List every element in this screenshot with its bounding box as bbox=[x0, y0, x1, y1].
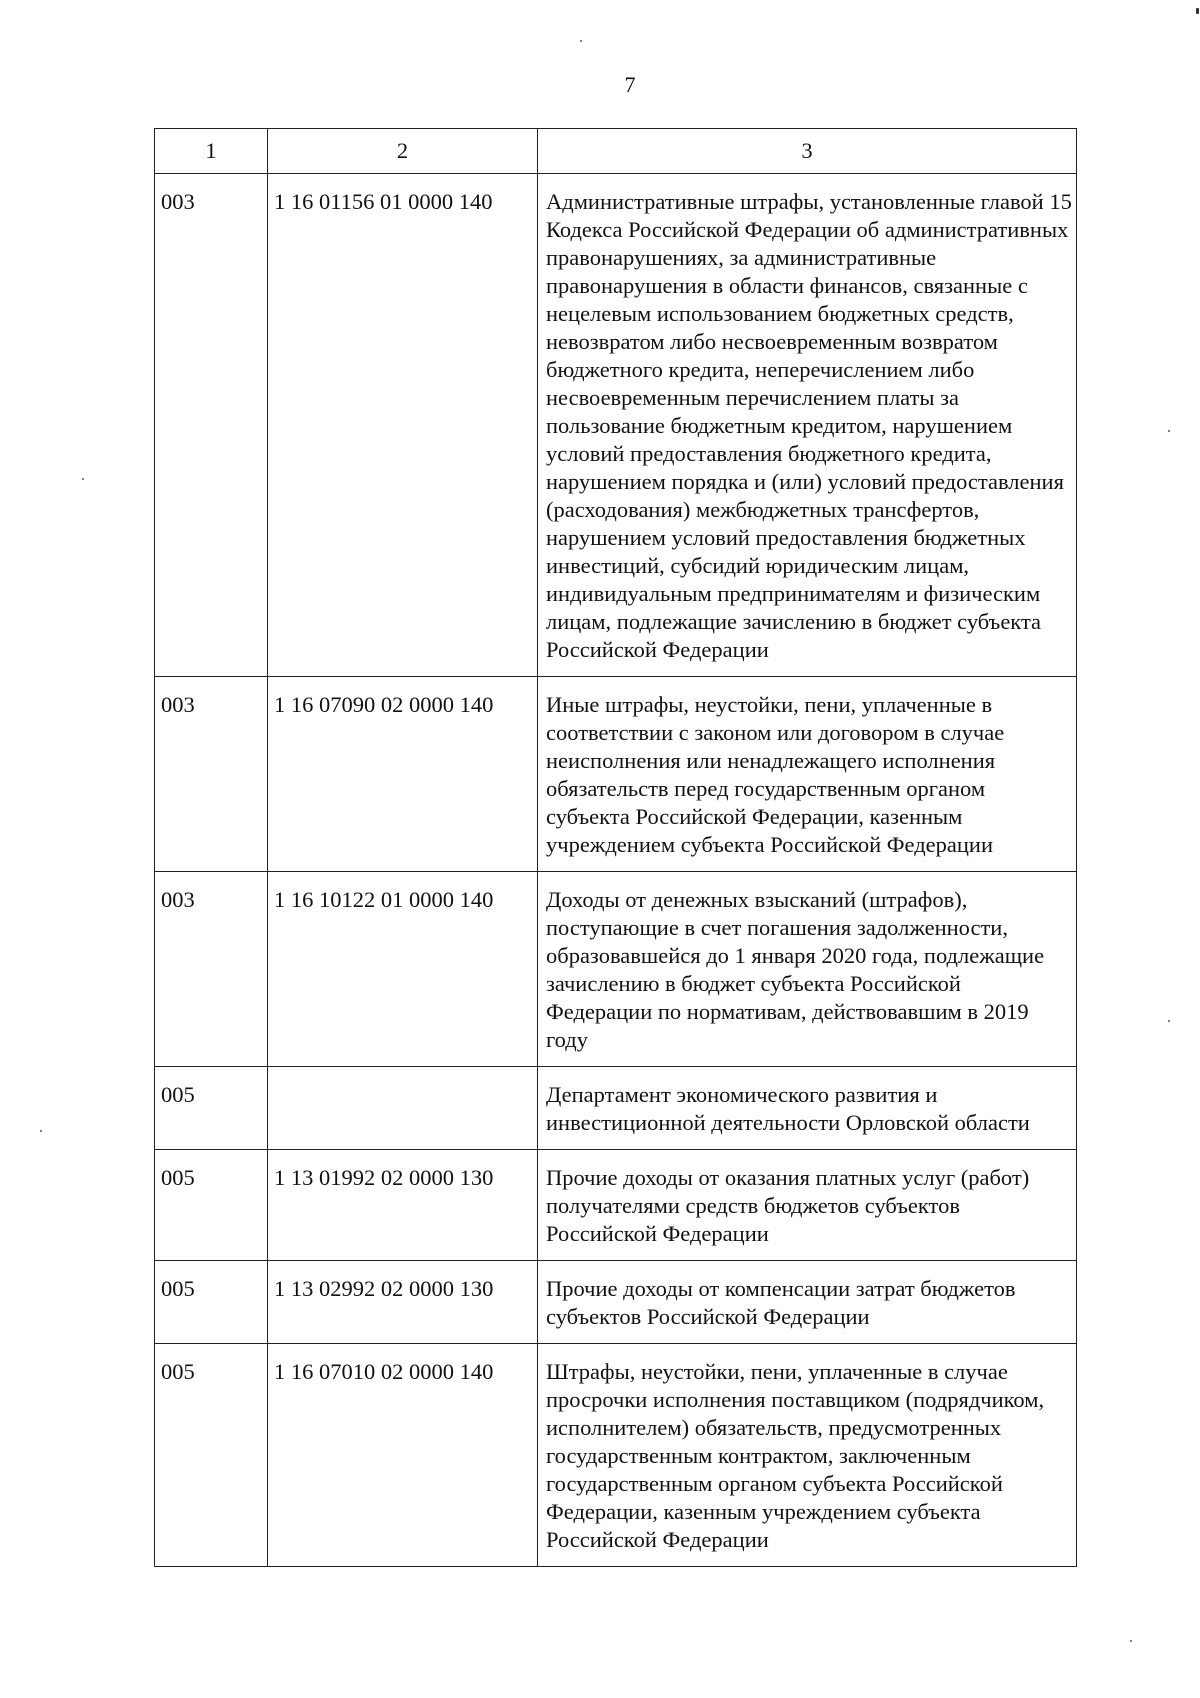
table-row bbox=[155, 1067, 1077, 1150]
kbk-code-cell: 1 16 01156 01 0000 140 bbox=[268, 174, 538, 677]
kbk-code-cell: 1 16 10122 01 0000 140 bbox=[268, 872, 538, 1067]
kbk-code-cell: 1 16 07010 02 0000 140 bbox=[268, 1344, 538, 1567]
table-row bbox=[155, 677, 1077, 872]
description-cell: Штрафы, неустойки, пени, уплаченные в случае просрочки исполнения поставщиком (подрядчиком, исполнителем) обязательств, предусмотренных государственным контрактом, заключенным государственным органом субъекта Российской Федерации, казенным учреждением субъекта Российской Федерации bbox=[538, 1344, 1077, 1567]
header-col-2: 2 bbox=[268, 129, 538, 174]
kbk-code-cell: 1 16 07090 02 0000 140 bbox=[268, 677, 538, 872]
scan-speck bbox=[1168, 1020, 1170, 1022]
kbk-code-cell: 1 13 02992 02 0000 130 bbox=[268, 1261, 538, 1344]
description-cell: Прочие доходы от компенсации затрат бюджетов субъектов Российской Федерации bbox=[538, 1261, 1077, 1344]
table-row bbox=[155, 1261, 1077, 1344]
table-row bbox=[155, 1150, 1077, 1261]
admin-code-cell: 005 bbox=[155, 1261, 268, 1344]
page-number: 7 bbox=[624, 72, 636, 97]
scan-speck bbox=[580, 40, 582, 42]
income-codes-table bbox=[154, 128, 1077, 1567]
kbk-code-cell: 1 13 01992 02 0000 130 bbox=[268, 1150, 538, 1261]
admin-code-cell: 003 bbox=[155, 677, 268, 872]
admin-code-cell: 005 bbox=[155, 1344, 268, 1567]
table-row bbox=[155, 872, 1077, 1067]
scan-speck bbox=[1196, 8, 1199, 14]
header-col-1: 1 bbox=[155, 129, 268, 174]
header-col-3: 3 bbox=[538, 129, 1077, 174]
table-row bbox=[155, 1344, 1077, 1567]
admin-code-cell: 003 bbox=[155, 872, 268, 1067]
description-cell: Доходы от денежных взысканий (штрафов), поступающие в счет погашения задолженности, образовавшейся до 1 января 2020 года, подлежащие зачислению в бюджет субъекта Российской Федерации по нормативам, действовавшим в 2019 году bbox=[538, 872, 1077, 1067]
description-cell: Иные штрафы, неустойки, пени, уплаченные в соответствии с законом или договором в случае неисполнения или ненадлежащего исполнения обязательств перед государственным органом субъекта Российской Федерации, казенным учреждением субъекта Российской Федерации bbox=[538, 677, 1077, 872]
table-header-row bbox=[155, 129, 1077, 174]
description-cell: Административные штрафы, установленные главой 15 Кодекса Российской Федерации об административных правонарушениях, за административные правонарушения в области финансов, связанные с нецелевым использованием бюджетных средств, невозвратом либо несвоевременным возвратом бюджетного кредита, неперечислением либо несвоевременным перечислением платы за пользование бюджетным кредитом, нарушением условий предоставления бюджетного кредита, нарушением порядка и (или) условий предоставления (расходования) межбюджетных трансфертов, нарушением условий предоставления бюджетных инвестиций, субсидий юридическим лицам, индивидуальным предпринимателям и физическим лицам, подлежащие зачислению в бюджет субъекта Российской Федерации bbox=[538, 174, 1077, 677]
scan-speck bbox=[40, 1130, 42, 1132]
description-cell: Департамент экономического развития и инвестиционной деятельности Орловской области bbox=[538, 1067, 1077, 1150]
admin-code-cell: 005 bbox=[155, 1150, 268, 1261]
table-row bbox=[155, 174, 1077, 677]
kbk-code-cell bbox=[268, 1067, 538, 1150]
scan-speck bbox=[82, 478, 84, 480]
admin-code-cell: 003 bbox=[155, 174, 268, 677]
admin-code-cell: 005 bbox=[155, 1067, 268, 1150]
description-cell: Прочие доходы от оказания платных услуг (работ) получателями средств бюджетов субъектов Российской Федерации bbox=[538, 1150, 1077, 1261]
scan-speck bbox=[1130, 1640, 1132, 1642]
scan-speck bbox=[1168, 430, 1170, 432]
